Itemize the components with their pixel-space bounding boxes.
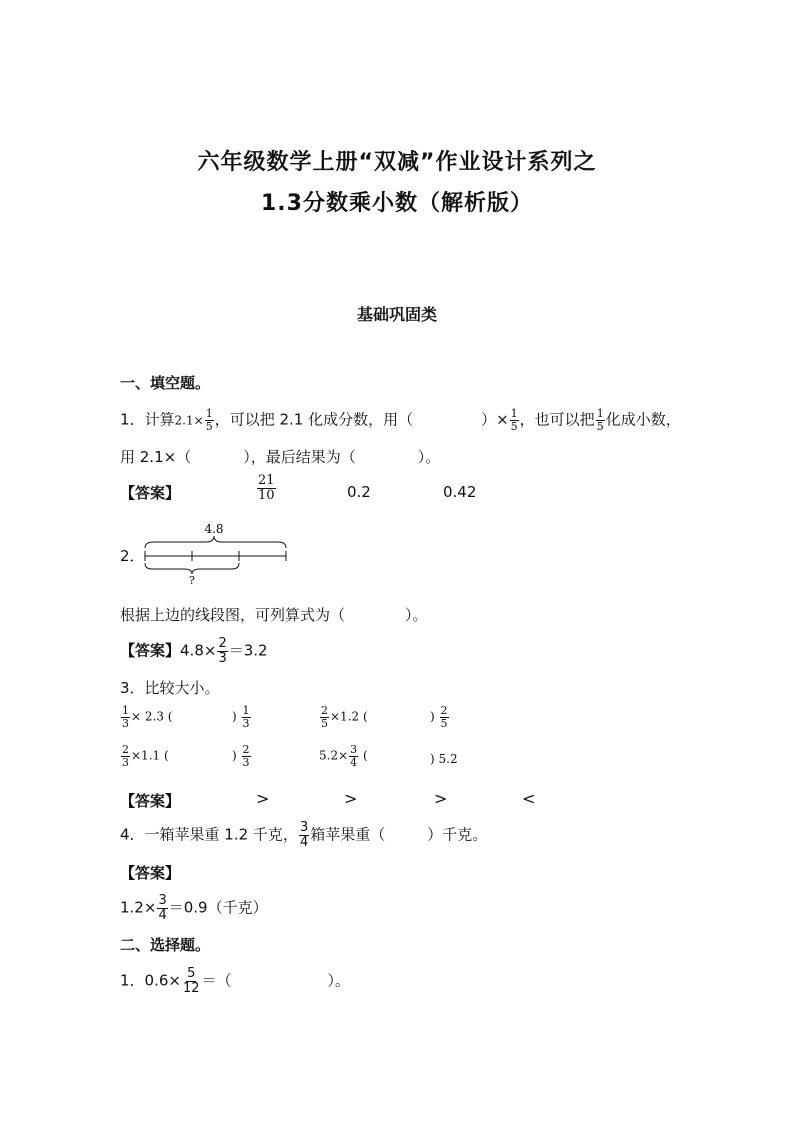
q1-answer-3: 0.42 bbox=[443, 483, 477, 501]
q1-close-times: ）× bbox=[481, 410, 509, 429]
q3-r2-a: $\frac{2}{3}$ ×1.1 ( bbox=[122, 743, 169, 769]
q4-answer-label: 【答案】 bbox=[120, 864, 181, 882]
diagram-unknown-label: ? bbox=[189, 574, 195, 586]
section-title: 基础巩固类 bbox=[356, 305, 437, 324]
page-title-line1: 六年级数学上册“双减”作业设计系列之 bbox=[197, 150, 597, 175]
q4-answer: 1.2× $\frac{3}{4}$ ＝0.9（千克） bbox=[120, 893, 268, 923]
q2-answer-b: ＝3.2 bbox=[228, 641, 268, 660]
page-title-line2: 1.3分数乘小数（解析版） bbox=[261, 191, 533, 216]
q3-r2-d: ) 5.2 bbox=[430, 752, 458, 766]
q3-r2-c: 5.2× $\frac{3}{4}$ ( bbox=[319, 743, 368, 769]
q1-after: ，也可以把 bbox=[519, 410, 595, 429]
q1-answer-label: 【答案】 bbox=[120, 484, 181, 502]
q1-line2 bbox=[120, 446, 440, 467]
q2-answer bbox=[120, 637, 268, 665]
q1-line2-a: 用 2.1×（ bbox=[120, 448, 192, 466]
q1-answer-fraction: $\frac{21}{10}$ bbox=[258, 473, 275, 503]
fraction: $\frac{3}{4}$ bbox=[299, 820, 309, 850]
fraction: $\frac{1}{5}$ bbox=[205, 407, 213, 433]
q1-mid: ，可以把 2.1 化成分数，用（ bbox=[214, 410, 414, 429]
q3-answer-1: > bbox=[256, 789, 270, 808]
q3-r2-b: ) $\frac{2}{3}$ bbox=[232, 743, 250, 769]
line-segment-diagram bbox=[140, 518, 292, 586]
q1-prefix: 1．计算 bbox=[120, 410, 175, 429]
q2-text-a: 根据上边的线段图，可列算式为（ bbox=[120, 606, 346, 624]
q3-answer-4: < bbox=[522, 789, 536, 808]
q1-answer-2: 0.2 bbox=[347, 483, 371, 501]
q1-after2: 化成小数， bbox=[605, 410, 681, 429]
fraction: $\frac{1}{5}$ bbox=[510, 407, 518, 433]
fraction: $\frac{5}{12}$ bbox=[182, 966, 200, 996]
bottom-brace bbox=[145, 563, 239, 574]
q4-text: 4．一箱苹果重 1.2 千克， $\frac{3}{4}$ 箱苹果重（ ）千克。 bbox=[120, 820, 488, 850]
q3-r1-d: ) $\frac{2}{5}$ bbox=[430, 704, 448, 730]
q3-answer-label: 【答案】 bbox=[120, 792, 181, 810]
q1-line2-c: ）。 bbox=[417, 448, 441, 466]
q2-answer-label: 【答案】 bbox=[120, 641, 181, 660]
q3-answer-2: > bbox=[344, 789, 358, 808]
q3-r1-b: ) $\frac{1}{3}$ bbox=[232, 704, 250, 730]
q2-text-b: ）。 bbox=[405, 606, 428, 624]
fraction: $\frac{3}{4}$ bbox=[158, 893, 167, 923]
q2-answer-a: 4.8× bbox=[180, 641, 217, 660]
q3-r1-c: $\frac{2}{5}$ ×1.2 ( bbox=[321, 704, 368, 730]
fraction: $\frac{2}{3}$ bbox=[218, 636, 227, 666]
q2-text bbox=[120, 604, 428, 625]
part1-title: 一、填空题。 bbox=[120, 374, 211, 392]
q2-number: 2． bbox=[120, 547, 145, 565]
q3-title: 3．比较大小。 bbox=[120, 679, 220, 697]
q1-line2-b: ），最后结果为（ bbox=[243, 448, 356, 466]
top-brace bbox=[145, 536, 286, 548]
q1-expr: 2.1× bbox=[174, 413, 204, 428]
diagram-total-label: 4.8 bbox=[204, 522, 224, 536]
q3-r1-a: $\frac{1}{3}$ × 2.3 ( bbox=[122, 704, 173, 730]
part2-title: 二、选择题。 bbox=[120, 936, 211, 954]
fraction: $\frac{1}{5}$ bbox=[596, 407, 604, 433]
part2-q1: 1．0.6× $\frac{5}{12}$ ＝（ ）。 bbox=[120, 966, 351, 996]
q3-answer-3: > bbox=[434, 789, 448, 808]
q1-line1 bbox=[120, 408, 681, 432]
